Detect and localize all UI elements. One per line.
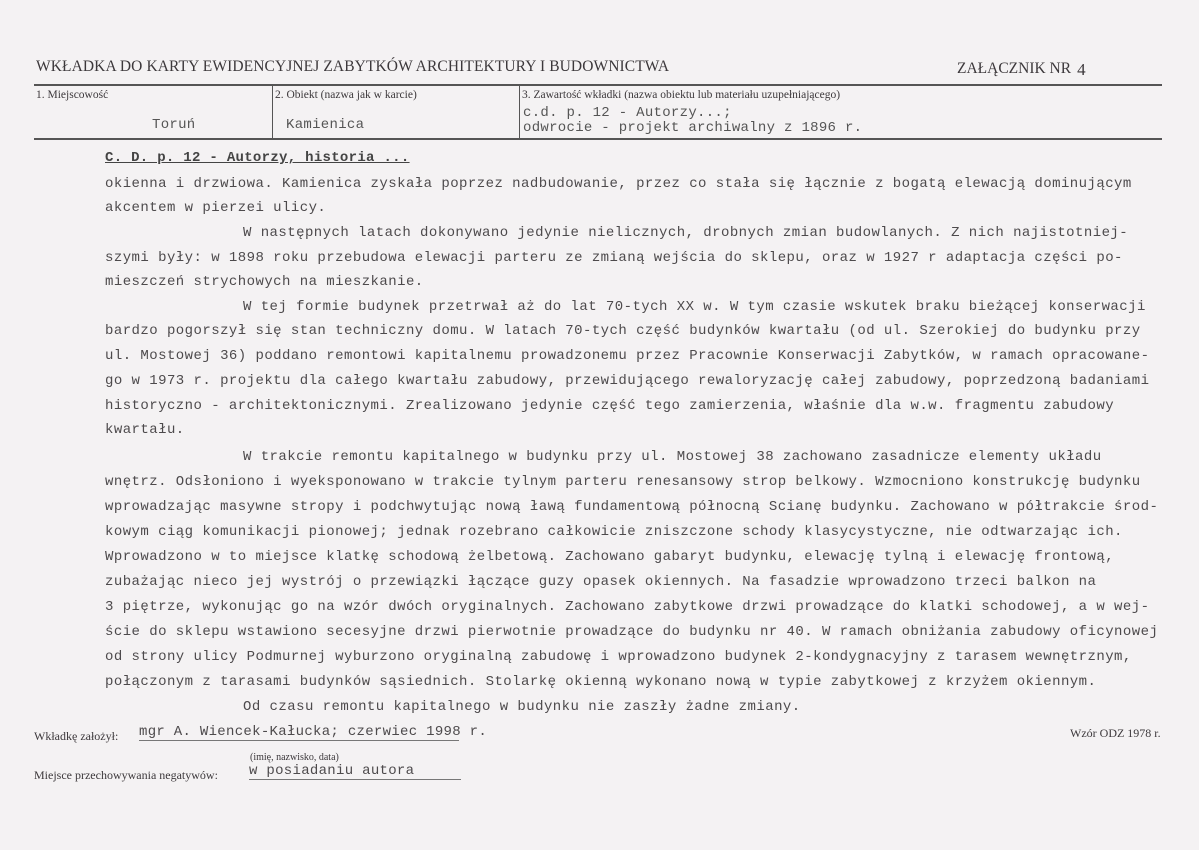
body-line: W tej formie budynek przetrwał aż do lat 70-tych XX w. W tym czasie wskutek braku bieżącej konserwacji <box>243 299 1146 315</box>
body-line: ul. Mostowej 36) poddano remontowi kapitalnemu prowadzonemu przez Pracownie Konserwacji Zabytków, w ramach opracowane- <box>105 348 1150 364</box>
body-line: kowym ciąg komunikacji pionowej; jednak rozebrano całkowicie zniszczone schody klasycystyczne, nie odtwarzając ich. <box>105 524 1123 540</box>
storage-label: Miejsce przechowywania negatywów: <box>34 768 218 782</box>
annex-label <box>957 58 1086 78</box>
body-line: akcentem w pierzei ulicy. <box>105 200 327 216</box>
body-line: mieszczeń strychowych na mieszkanie. <box>105 274 424 290</box>
body-line: 3 piętrze, wykonując go na wzór dwóch oryginalnych. Zachowano zabytkowe drzwi prowadzące do klatki schodowej, a w wej- <box>105 599 1150 615</box>
document-title: WKŁADKA DO KARTY EWIDENCYJNEJ ZABYTKÓW ARCHITEKTURY I BUDOWNICTWA <box>36 58 670 75</box>
body-line: Od czasu remontu kapitalnego w budynku nie zaszły żadne zmiany. <box>243 699 801 715</box>
contents-value-line2: odwrocie - projekt archiwalny z 1896 r. <box>523 120 863 136</box>
contents-label: 3. Zawartość wkładki (nazwa obiektu lub materiału uzupełniającego) <box>522 89 841 101</box>
body-line: go w 1973 r. projektu dla całego kwartału zabudowy, przewidującego rewaloryzację całej zabudowy, poprzedzoną badaniami <box>105 373 1150 389</box>
body-line: zubażając nieco jej wystrój o przewiązki łączące guzy opasek okiennych. Na fasadzie wprowadzono trzeci balkon na <box>105 574 1097 590</box>
author-label: Wkładkę założył: <box>34 729 119 743</box>
contents-value-line1: c.d. p. 12 - Autorzy...; <box>523 105 732 121</box>
body-line: Wprowadzono w to miejsce klatkę schodową żelbetową. Zachowano gabaryt budynku, elewację tylną i elewację frontową, <box>105 549 1115 565</box>
body-line: wprowadzając masywne stropy i podchwytując nową ławą fundamentową północną Scianę budynku. Zachowano w półtrakcie środ- <box>105 499 1159 515</box>
body-line: od strony ulicy Podmurnej wyburzono oryginalną zabudowę i wprowadzono budynek 2-kondygnacyjny z tarasem wewnętrznym, <box>105 649 1132 665</box>
object-label: 2. Obiekt (nazwa jak w karcie) <box>275 89 417 101</box>
annex-number: 4 <box>1077 60 1086 79</box>
body-line: bardzo pogorszył się stan techniczny domu. W latach 70-tych część budynków kwartału (od ul. Szerokiej do budynku przy <box>105 323 1141 339</box>
contents-cell <box>519 86 1163 138</box>
header-table <box>34 84 1162 140</box>
storage-value: w posiadaniu autora <box>249 763 461 780</box>
form-version: Wzór ODZ 1978 r. <box>1070 726 1161 740</box>
body-line: historyczno - architektonicznymi. Zrealizowano jedynie część tego zamierzenia, właśnie dla w.w. fragmentu zabudowy <box>105 398 1115 414</box>
body-line: okienna i drzwiowa. Kamienica zyskała poprzez nadbudowanie, przez co stała się łącznie z bogatą elewacją dominującym <box>105 176 1132 192</box>
object-cell <box>272 86 520 138</box>
annex-label-text: ZAŁĄCZNIK NR <box>957 60 1072 77</box>
body-line: wnętrz. Odsłoniono i wyeksponowano w trakcie tylnym parteru renesansowy strop belkowy. Wzmocniono konstrukcję budynku <box>105 474 1141 490</box>
locality-label: 1. Miejscowość <box>36 89 109 101</box>
section-heading: C. D. p. 12 - Autorzy, historia ... <box>105 150 410 166</box>
locality-cell <box>34 86 272 138</box>
body-line: W trakcie remontu kapitalnego w budynku przy ul. Mostowej 38 zachowano zasadnicze elementy układu <box>243 449 1102 465</box>
object-value: Kamienica <box>286 117 365 133</box>
locality-value: Toruń <box>152 117 196 133</box>
body-line: W następnych latach dokonywano jedynie nielicznych, drobnych zmian budowlanych. Z nich najistotniej- <box>243 225 1129 241</box>
body-line: połączonym z tarasami budynków sąsiednich. Stolarkę okienną wykonano nową w typie zabytkowej z krzyżem okiennym. <box>105 674 1097 690</box>
author-value: mgr A. Wiencek-Kałucka; czerwiec 1998 r. <box>139 724 488 740</box>
body-line: ście do sklepu wstawiono secesyjne drzwi pierwotnie prowadzące do budynku nr 40. W ramach obniżania zabudowy oficynowej <box>105 624 1159 640</box>
body-line: szymi były: w 1898 roku przebudowa elewacji parteru ze zmianą wejścia do sklepu, oraz w 1927 r adaptacja części po- <box>105 250 1123 266</box>
author-hint: (imię, nazwisko, data) <box>250 752 339 763</box>
body-line: kwartału. <box>105 422 185 438</box>
